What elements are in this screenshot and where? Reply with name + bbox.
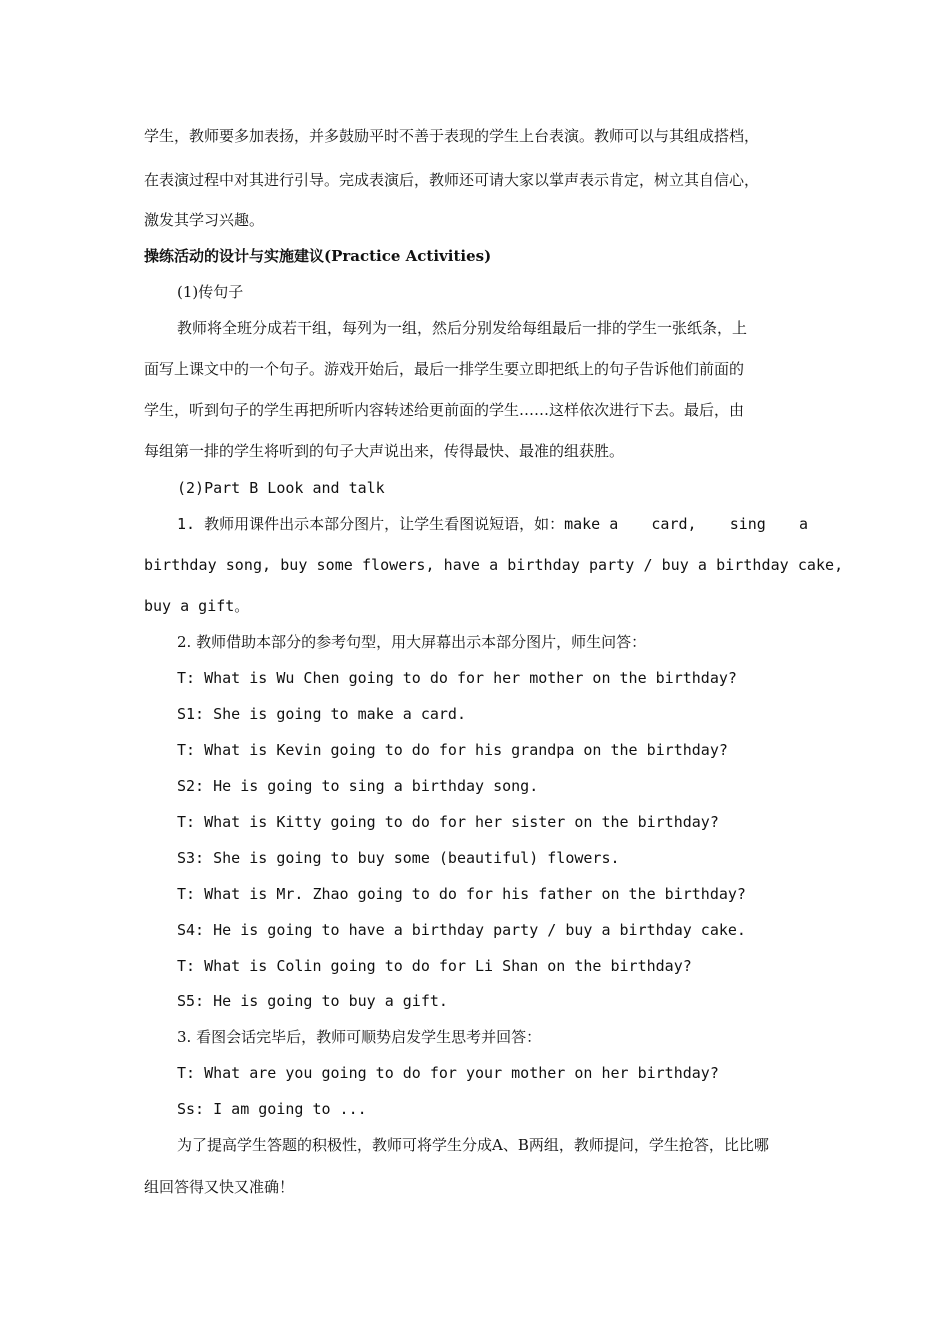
activity1-title: (1)传句子 <box>177 283 244 301</box>
step2-text: 2. 教师借助本部分的参考句型，用大屏幕出示本部分图片，师生问答： <box>177 633 647 651</box>
dialogue-line: T: What is Mr. Zhao going to do for his father on the birthday? <box>177 885 746 903</box>
dialogue-line: S5: He is going to buy a gift. <box>177 992 448 1010</box>
activity1-line-4: 每组第一排的学生将听到的句子大声说出来，传得最快、最准的组获胜。 <box>144 442 625 460</box>
step1-part-4: a <box>798 515 808 533</box>
dialogue-line: S4: He is going to have a birthday party / buy a birthday cake. <box>177 921 746 939</box>
dialogue-line: T: What is Wu Chen going to do for her mother on the birthday? <box>177 669 737 687</box>
dialogue-line: T: What is Kitty going to do for her sister on the birthday? <box>177 813 719 831</box>
activity1-line-1: 教师将全班分成若干组，每列为一组，然后分别发给每组最后一排的学生一张纸条，上 <box>177 319 748 337</box>
closing-line-1: 为了提高学生答题的积极性，教师可将学生分成A、B两组，教师提问，学生抢答，比比哪 <box>177 1136 769 1154</box>
step1-part-1: 1. 教师用课件出示本部分图片，让学生看图说短语，如：make a <box>177 515 619 533</box>
step1-part-2: card, <box>651 515 697 533</box>
activity1-line-2: 面写上课文中的一个句子。游戏开始后，最后一排学生要立即把纸上的句子告诉他们前面的 <box>144 360 745 378</box>
step1-part-3: sing <box>729 515 766 533</box>
intro-line-1: 学生，教师要多加表扬，并多鼓励平时不善于表现的学生上台表演。教师可以与其组成搭档， <box>144 127 760 145</box>
intro-line-3: 激发其学习兴趣。 <box>144 211 265 229</box>
step1-line-3: buy a gift。 <box>144 597 250 615</box>
section-heading: 操练活动的设计与实施建议(Practice Activities) <box>144 247 492 265</box>
dialogue-line: S1: She is going to make a card. <box>177 705 466 723</box>
step1-line-2: birthday song, buy some flowers, have a birthday party / buy a birthday cake, <box>144 556 844 574</box>
dialogue-line: T: What is Colin going to do for Li Shan on the birthday? <box>177 957 692 975</box>
activity1-line-3: 学生，听到句子的学生再把所听内容转述给更前面的学生……这样依次进行下去。最后，由 <box>144 401 745 419</box>
dialogue-line: T: What is Kevin going to do for his grandpa on the birthday? <box>177 741 728 759</box>
dialogue-line: S2: He is going to sing a birthday song. <box>177 777 539 795</box>
activity2-title: (2)Part B Look and talk <box>177 479 385 497</box>
step3-text: 3. 看图会话完毕后，教师可顺势启发学生思考并回答： <box>177 1028 542 1046</box>
dialogue2-line: T: What are you going to do for your mother on her birthday? <box>177 1064 719 1082</box>
intro-line-2: 在表演过程中对其进行引导。完成表演后，教师还可请大家以掌声表示肯定，树立其自信心， <box>144 171 760 189</box>
dialogue2-line: Ss: I am going to ... <box>177 1100 367 1118</box>
step1-line-1 <box>177 514 808 534</box>
dialogue-line: S3: She is going to buy some (beautiful) flowers. <box>177 849 620 867</box>
closing-line-2: 组回答得又快又准确！ <box>144 1178 295 1196</box>
